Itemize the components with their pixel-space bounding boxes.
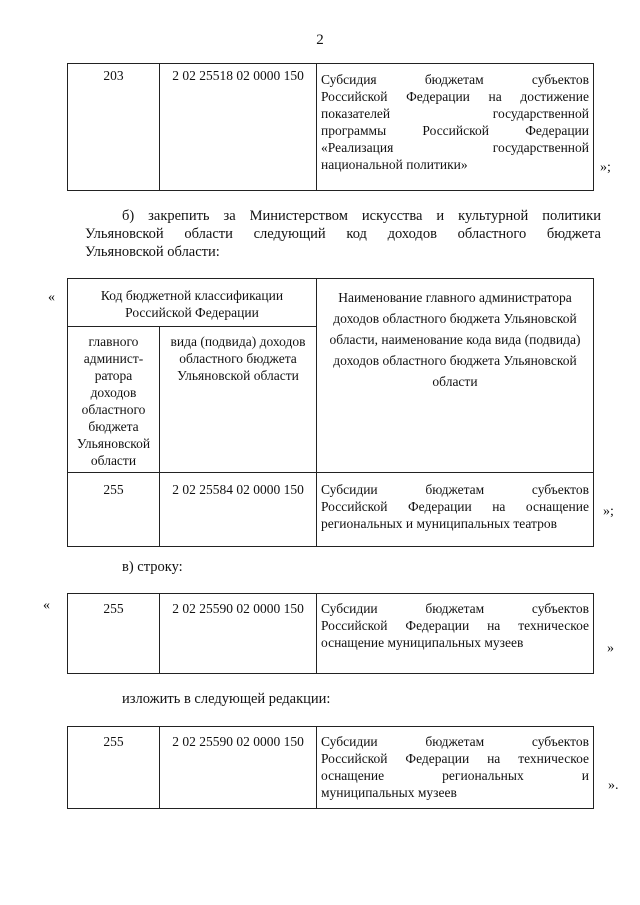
cell-admin-code: 255 [68, 727, 160, 809]
cell-kbk: 2 02 25590 02 0000 150 [160, 727, 317, 809]
cell-name: Субсидии бюджетам субъектов Российской Федерации на техническое оснащение муниципальных музеев [317, 594, 594, 674]
cell-name: Субсидия бюджетам субъектов Российской Федерации на достижение показателей государственной программы Российской Федерации «Реализация государственной национальной политики» [317, 64, 594, 191]
table-v [67, 593, 594, 674]
table-row [68, 727, 594, 809]
open-quote: « [48, 290, 55, 305]
table-row [68, 473, 594, 547]
cell-kbk: 2 02 25590 02 0000 150 [160, 594, 317, 674]
close-quote: » [607, 641, 614, 656]
table-row [68, 594, 594, 674]
cell-kbk: 2 02 25518 02 0000 150 [160, 64, 317, 191]
subheader-kind: вида (подвида) доходов областного бюджета Ульяновской области [160, 327, 317, 473]
cell-name: Субсидии бюджетам субъектов Российской Федерации на техническое оснащение региональных и муниципальных музеев [317, 727, 594, 809]
page-number: 2 [316, 32, 324, 48]
cell-kbk: 2 02 25584 02 0000 150 [160, 473, 317, 547]
open-quote: « [43, 598, 50, 613]
close-quote: »; [603, 504, 614, 519]
cell-admin-code: 203 [68, 64, 160, 191]
cell-admin-code: 255 [68, 594, 160, 674]
table-top [67, 63, 594, 191]
cell-admin-code: 255 [68, 473, 160, 547]
header-kbk-group: Код бюджетной классификации Российской Федерации [68, 279, 317, 327]
paragraph-edit: изложить в следующей редакции: [122, 691, 331, 707]
header-name: Наименование главного администратора доходов областного бюджета Ульяновской области, наименование кода вида (подвида) доходов областного бюджета Ульяновской области [317, 279, 594, 473]
table-row [68, 64, 594, 191]
table-header-row [68, 279, 594, 327]
subheader-admin: главного админист-ратора доходов областного бюджета Ульяновской области [68, 327, 160, 473]
paragraph-b: б) закрепить за Министерством искусства и культурной политики Ульяновской области следующий код доходов областного бюджета Ульяновской области: [85, 208, 601, 260]
cell-name: Субсидии бюджетам субъектов Российской Федерации на оснащение региональных и муниципальных театров [317, 473, 594, 547]
table-edit [67, 726, 594, 809]
paragraph-v: в) строку: [122, 559, 183, 575]
table-b [67, 278, 594, 547]
close-quote: »; [600, 160, 611, 175]
close-quote: ». [608, 778, 619, 793]
